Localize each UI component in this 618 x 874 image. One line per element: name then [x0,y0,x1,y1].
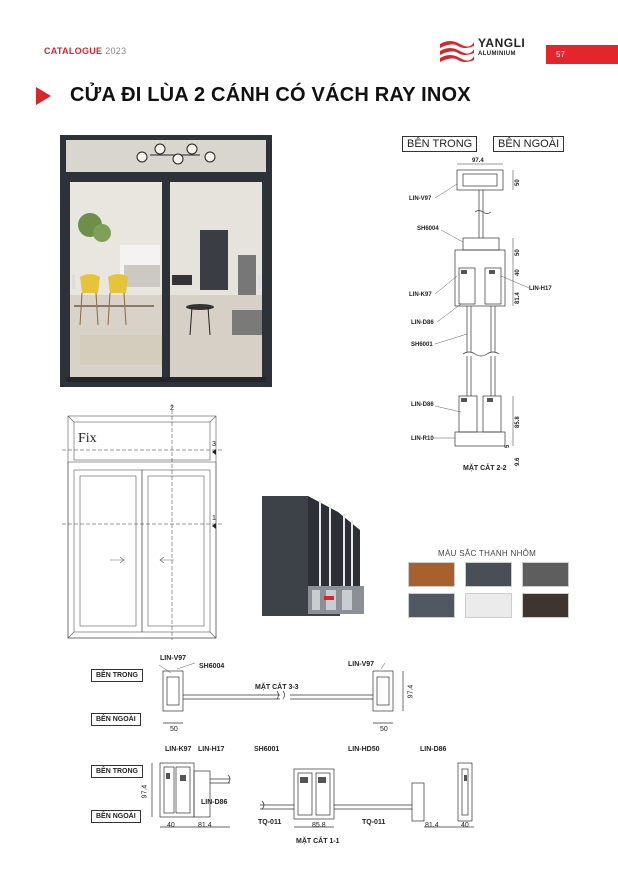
dim-9-6: 9.6 [515,457,521,466]
s11-outside: BÊN NGOÀI [91,810,141,823]
s11-tq011-right: TQ-011 [362,819,386,826]
color-swatch [465,593,512,618]
s11-sh6001: SH6001 [254,746,280,753]
brand-name [478,38,525,60]
marker-1: 1 [212,515,216,522]
dim-85-8: 85.8 [515,416,521,428]
s11-dim-40-right: 40 [461,822,469,829]
label-sh6004: SH6004 [417,226,439,232]
dim-40: 40 [515,269,521,276]
s33-dim-50-left: 50 [170,726,178,733]
label-lin-d86-top: LIN-D86 [411,320,434,326]
label-lin-r10: LIN-R10 [411,436,434,442]
colors-title: MÀU SẮC THANH NHÔM [438,549,537,558]
label-lin-k97: LIN-K97 [409,292,432,298]
s33-sh6004: SH6004 [199,663,225,670]
s33-lin-v97-left: LIN-V97 [160,655,187,662]
door-photo [60,135,272,387]
brand-subtitle: ALUMINIUM [478,51,516,57]
s33-dim-97-4: 97.4 [407,684,415,699]
color-swatch [522,562,569,587]
label-sh6001: SH6001 [411,342,433,348]
color-swatch [522,593,569,618]
caption-3-3: MẶT CẮT 3-3 [255,684,299,691]
dim-50a: 50 [515,179,521,186]
s11-lin-k97: LIN-K97 [165,746,192,753]
s11-lin-d86-left: LIN-D86 [201,799,228,806]
s33-outside: BÊN NGOÀI [91,713,141,726]
dim-97-4: 97.4 [472,158,484,164]
dim-5: 5 [505,444,511,448]
s11-dim-97-4: 97.4 [141,784,149,799]
color-swatch [465,562,512,587]
s33-inside: BÊN TRONG [91,669,143,682]
section-2-2-drawing [405,156,565,476]
dim-81-4: 81.4 [515,292,521,304]
s11-lin-h17: LIN-H17 [198,746,225,753]
catalogue-text: CATALOGUE [44,46,103,56]
label-lin-d86-bottom: LIN-D86 [411,402,434,408]
page-number: 57 [546,45,618,64]
s11-lin-d86-right: LIN-D86 [420,746,447,753]
label-lin-h17: LIN-H17 [529,286,552,292]
color-swatches [408,562,573,620]
profile-3d-render [260,490,380,620]
s11-inside: BÊN TRONG [91,765,143,778]
catalogue-label [44,46,126,56]
page-title: CỬA ĐI LÙA 2 CÁNH CÓ VÁCH RAY INOX [70,84,471,106]
color-swatch [408,593,455,618]
s11-dim-81-4-right: 81.4 [425,822,439,829]
s11-lin-hd50: LIN-HD50 [348,746,380,753]
fix-label: Fix [78,431,97,446]
yangli-logo-icon [438,36,476,70]
caption-1-1: MẶT CẮT 1-1 [296,838,340,845]
color-swatch [408,562,455,587]
label-lin-v97: LIN-V97 [409,196,432,202]
caption-2-2: MẶT CẮT 2-2 [463,465,507,472]
title-arrow-icon [36,87,51,105]
s11-dim-40: 40 [167,822,175,829]
s11-dim-81-4-left: 81.4 [198,822,212,829]
marker-3: 3 [212,441,216,448]
tag-inside: BÊN TRONG [402,136,477,152]
marker-2: 2 [170,405,174,412]
tag-outside: BÊN NGOÀI [493,136,564,152]
s11-tq011-left: TQ-011 [258,819,282,826]
dim-50b: 50 [515,249,521,256]
s33-lin-v97-right: LIN-V97 [348,661,375,668]
catalogue-year: 2023 [105,46,127,56]
s33-dim-50-right: 50 [380,726,388,733]
elevation-drawing [62,400,232,640]
s11-dim-85-8: 85.8 [312,822,326,829]
brand-title: YANGLI [478,36,526,50]
